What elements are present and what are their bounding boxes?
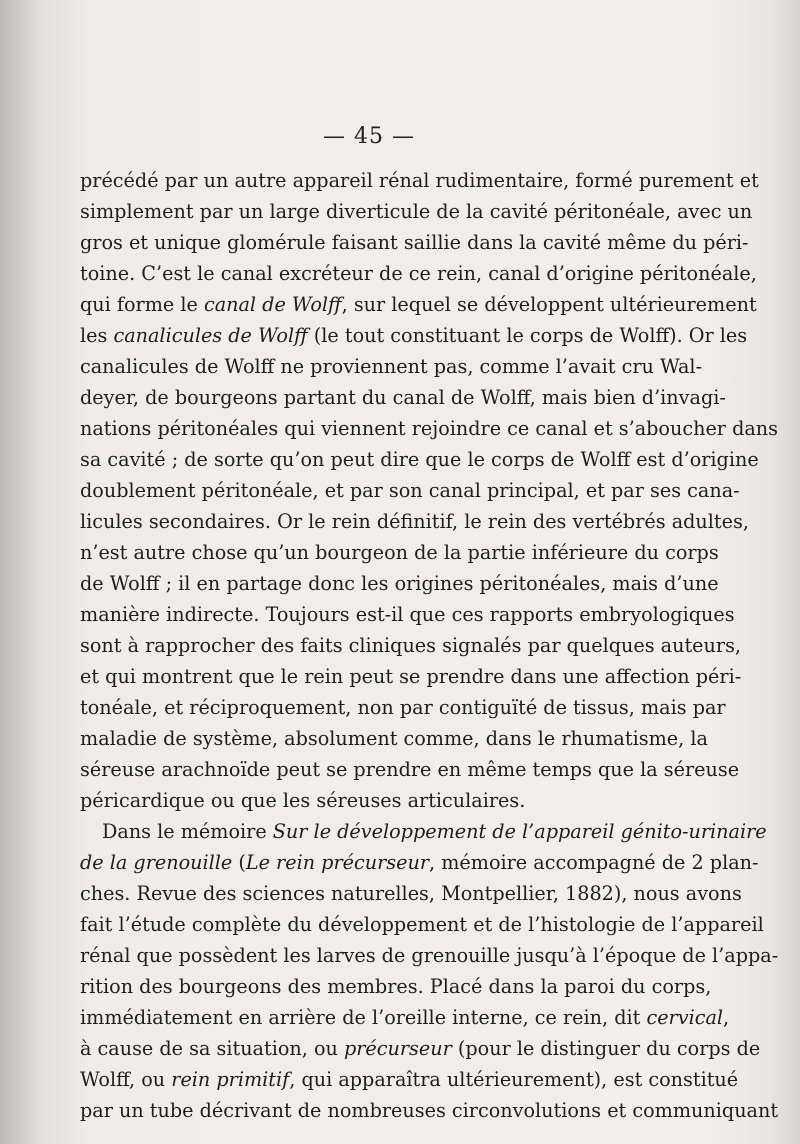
text-line (80, 909, 764, 940)
text-line (80, 1002, 730, 1033)
text-line (80, 1095, 779, 1126)
italic-text: de la grenouille (80, 851, 233, 874)
text-segment: sa cavité ; de sorte qu’on peut dire que le corps de Wolff est d’origine (80, 448, 759, 471)
text-segment: toine. C’est le canal excréteur de ce rein, canal d’origine péritonéale, (80, 262, 757, 285)
text-segment: fait l’étude complète du développement et de l’histologie de l’appareil (80, 913, 764, 936)
text-line (80, 785, 678, 816)
text-segment: gros et unique glomérule faisant saillie dans la cavité même du péri- (80, 231, 749, 254)
italic-text: précurseur (343, 1037, 452, 1060)
text-line (80, 723, 708, 754)
italic-text: Sur le développement de l’appareil génito-urinaire (272, 820, 767, 843)
text-line (80, 351, 703, 382)
text-segment: immédiatement en arrière de l’oreille interne, ce rein, dit (80, 1006, 647, 1029)
text-segment: , mémoire accompagné de 2 plan- (429, 851, 759, 874)
text-segment: qui forme le (80, 293, 204, 316)
text-segment: les (80, 324, 114, 347)
text-segment: tonéale, et réciproquement, non par contiguïté de tissus, mais par (80, 696, 726, 719)
text-segment: doublement péritonéale, et par son canal principal, et par ses cana- (80, 479, 740, 502)
text-segment: , (723, 1006, 730, 1029)
text-line (80, 196, 753, 227)
italic-text: cervical (646, 1006, 724, 1029)
text-line (80, 599, 735, 630)
text-line (80, 506, 749, 537)
text-line (80, 568, 719, 599)
text-line (80, 940, 779, 971)
text-line (80, 413, 778, 444)
text-segment: (le tout constituant le corps de Wolff). Or les (307, 324, 748, 347)
text-segment: précédé par un autre appareil rénal rudimentaire, formé purement et (80, 169, 759, 192)
text-line (80, 289, 757, 320)
italic-text: rein primitif (171, 1068, 290, 1091)
text-line (80, 630, 742, 661)
text-line (80, 1033, 761, 1064)
text-line (80, 258, 757, 289)
body-text (80, 165, 779, 1126)
text-line (80, 661, 742, 692)
text-segment: Wolff, ou (80, 1068, 172, 1091)
text-segment: sont à rapprocher des faits cliniques signalés par quelques auteurs, (80, 634, 742, 657)
text-segment: licules secondaires. Or le rein définitif, le rein des vertébrés adultes, (80, 510, 749, 533)
text-line (80, 320, 748, 351)
italic-text: canal de Wolff (203, 293, 342, 316)
text-line (80, 971, 712, 1002)
text-segment: à cause de sa situation, ou (80, 1037, 344, 1060)
text-line (80, 878, 742, 909)
text-line (80, 816, 767, 847)
italic-text: canalicules de Wolff (113, 324, 308, 347)
text-segment: séreuse arachnoïde peut se prendre en même temps que la séreuse (80, 758, 740, 781)
text-segment: ches. Revue des sciences naturelles, Montpellier, 1882), nous avons (80, 882, 742, 905)
text-line (80, 227, 749, 258)
text-segment: canalicules de Wolff ne proviennent pas, comme l’avait cru Wal- (80, 355, 703, 378)
text-line (80, 165, 759, 196)
text-segment: manière indirecte. Toujours est-il que ces rapports embryologiques (80, 603, 735, 626)
text-segment: maladie de système, absolument comme, dans le rhumatisme, la (80, 727, 708, 750)
text-line (80, 537, 719, 568)
text-line (80, 382, 726, 413)
text-segment: (pour le distinguer du corps de (451, 1037, 761, 1060)
text-segment: Dans le mémoire (102, 820, 273, 843)
text-line (80, 692, 726, 723)
text-segment: simplement par un large diverticule de la cavité péritonéale, avec un (80, 200, 753, 223)
text-segment: par un tube décrivant de nombreuses circonvolutions et communiquant (80, 1099, 779, 1122)
text-segment: rénal que possèdent les larves de grenouille jusqu’à l’époque de l’appa- (80, 944, 779, 967)
text-segment: rition des bourgeons des membres. Placé dans la paroi du corps, (80, 975, 712, 998)
text-line (80, 754, 740, 785)
text-line (80, 847, 759, 878)
text-segment: et qui montrent que le rein peut se prendre dans une affection péri- (80, 665, 742, 688)
text-segment: , sur lequel se développent ultérieurement (341, 293, 757, 316)
italic-text: Le rein précurseur (245, 851, 429, 874)
text-segment: de Wolff ; il en partage donc les origines péritonéales, mais d’une (80, 572, 719, 595)
text-segment: péricardique ou que les séreuses articulaires. (80, 789, 526, 812)
text-segment: ( (232, 851, 246, 874)
text-line (80, 1064, 739, 1095)
text-line (80, 444, 759, 475)
text-segment: , qui apparaîtra ultérieurement), est constitué (289, 1068, 739, 1091)
page-number: — 45 — (323, 124, 415, 149)
text-line (80, 475, 740, 506)
text-segment: n’est autre chose qu’un bourgeon de la partie inférieure du corps (80, 541, 719, 564)
text-segment: nations péritonéales qui viennent rejoindre ce canal et s’aboucher dans (80, 417, 778, 440)
text-segment: deyer, de bourgeons partant du canal de Wolff, mais bien d’invagi- (80, 386, 726, 409)
